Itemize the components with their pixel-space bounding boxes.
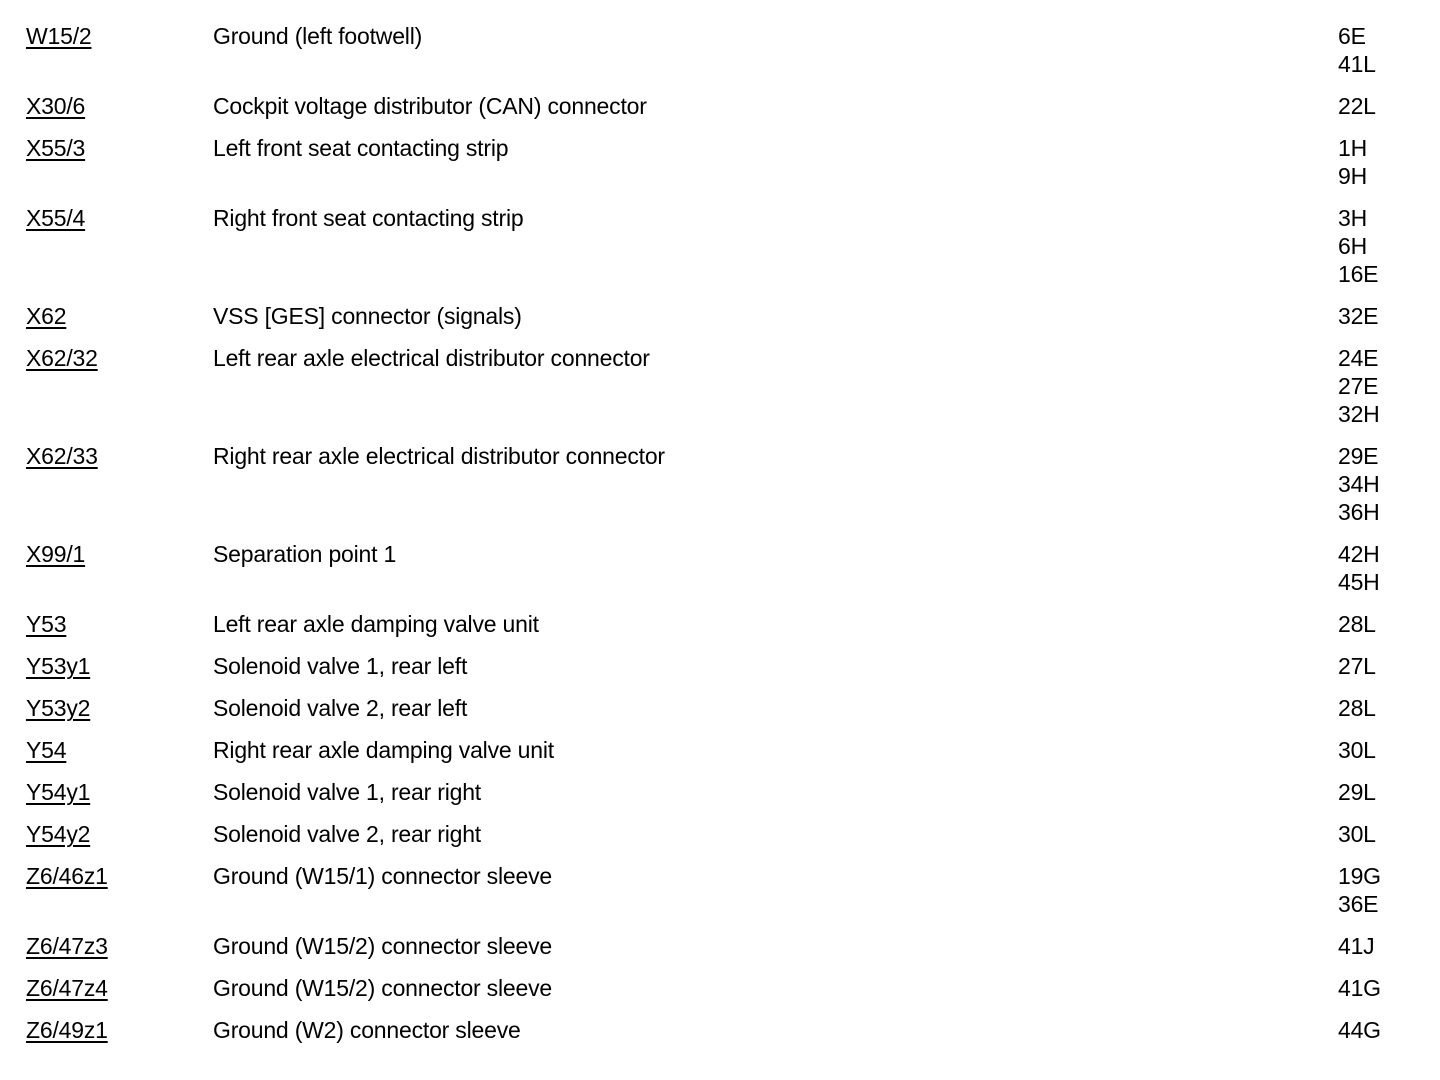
grid-reference-list: [1338, 694, 1416, 722]
grid-reference-list: [1338, 1016, 1416, 1044]
component-description: Cockpit voltage distributor (CAN) connector: [213, 93, 647, 119]
grid-reference-list: [1338, 134, 1416, 190]
legend-row: [26, 778, 1416, 806]
grid-reference: 36E: [1338, 891, 1379, 917]
component-code-link[interactable]: Y53: [26, 611, 67, 637]
grid-reference: 41G: [1338, 975, 1381, 1001]
legend-row: [26, 204, 1416, 288]
component-description: Solenoid valve 1, rear left: [213, 653, 468, 679]
grid-reference-list: [1338, 862, 1416, 918]
component-code-link[interactable]: Z6/47z3: [26, 933, 108, 959]
component-code-link[interactable]: X62/32: [26, 345, 98, 371]
legend-row: [26, 1016, 1416, 1044]
legend-row: [26, 134, 1416, 190]
grid-reference-list: [1338, 610, 1416, 638]
component-legend-table: [26, 22, 1416, 1058]
component-description: Right rear axle damping valve unit: [213, 737, 554, 763]
legend-row: [26, 694, 1416, 722]
legend-row: [26, 302, 1416, 330]
legend-row: [26, 540, 1416, 596]
grid-reference: 16E: [1338, 261, 1379, 287]
grid-reference: 30L: [1338, 737, 1376, 763]
grid-reference-list: [1338, 932, 1416, 960]
component-description: Ground (W2) connector sleeve: [213, 1017, 521, 1043]
grid-reference: 36H: [1338, 499, 1380, 525]
grid-reference: 22L: [1338, 93, 1376, 119]
grid-reference: 42H: [1338, 541, 1380, 567]
legend-row: [26, 652, 1416, 680]
grid-reference-list: [1338, 736, 1416, 764]
grid-reference-list: [1338, 92, 1416, 120]
component-code-link[interactable]: X55/4: [26, 205, 86, 231]
component-code-link[interactable]: X30/6: [26, 93, 86, 119]
component-description: Ground (left footwell): [213, 23, 423, 49]
grid-reference-list: [1338, 302, 1416, 330]
grid-reference: 34H: [1338, 471, 1380, 497]
grid-reference-list: [1338, 540, 1416, 596]
grid-reference: 29L: [1338, 779, 1376, 805]
grid-reference: 24E: [1338, 345, 1379, 371]
component-description: Right front seat contacting strip: [213, 205, 524, 231]
component-description: Left rear axle damping valve unit: [213, 611, 539, 637]
grid-reference-list: [1338, 204, 1416, 288]
component-code-link[interactable]: Y53y1: [26, 653, 91, 679]
grid-reference-list: [1338, 652, 1416, 680]
grid-reference-list: [1338, 22, 1416, 78]
component-description: Left front seat contacting strip: [213, 135, 509, 161]
component-description: Ground (W15/1) connector sleeve: [213, 863, 552, 889]
grid-reference-list: [1338, 442, 1416, 526]
grid-reference: 44G: [1338, 1017, 1381, 1043]
grid-reference: 41L: [1338, 51, 1376, 77]
legend-row: [26, 974, 1416, 1002]
component-code-link[interactable]: X62/33: [26, 443, 98, 469]
component-description: VSS [GES] connector (signals): [213, 303, 522, 329]
component-description: Ground (W15/2) connector sleeve: [213, 975, 552, 1001]
legend-row: [26, 92, 1416, 120]
grid-reference-list: [1338, 778, 1416, 806]
grid-reference: 9H: [1338, 163, 1368, 189]
grid-reference: 32H: [1338, 401, 1380, 427]
component-description: Solenoid valve 2, rear left: [213, 695, 468, 721]
legend-row: [26, 22, 1416, 78]
component-description: Left rear axle electrical distributor connector: [213, 345, 650, 371]
legend-row: [26, 932, 1416, 960]
component-code-link[interactable]: Y53y2: [26, 695, 91, 721]
component-code-link[interactable]: X62: [26, 303, 67, 329]
grid-reference: 6H: [1338, 233, 1368, 259]
grid-reference: 27E: [1338, 373, 1379, 399]
grid-reference: 32E: [1338, 303, 1379, 329]
grid-reference: 45H: [1338, 569, 1380, 595]
grid-reference: 30L: [1338, 821, 1376, 847]
component-description: Solenoid valve 1, rear right: [213, 779, 481, 805]
legend-row: [26, 736, 1416, 764]
component-description: Separation point 1: [213, 541, 397, 567]
grid-reference: 6E: [1338, 23, 1366, 49]
component-code-link[interactable]: X55/3: [26, 135, 86, 161]
component-code-link[interactable]: Y54y1: [26, 779, 91, 805]
grid-reference-list: [1338, 820, 1416, 848]
grid-reference: 28L: [1338, 611, 1376, 637]
component-description: Right rear axle electrical distributor connector: [213, 443, 665, 469]
component-code-link[interactable]: Y54: [26, 737, 67, 763]
legend-row: [26, 862, 1416, 918]
legend-row: [26, 344, 1416, 428]
component-code-link[interactable]: Z6/47z4: [26, 975, 108, 1001]
grid-reference-list: [1338, 344, 1416, 428]
grid-reference: 3H: [1338, 205, 1368, 231]
grid-reference: 19G: [1338, 863, 1381, 889]
legend-row: [26, 610, 1416, 638]
component-code-link[interactable]: Z6/46z1: [26, 863, 108, 889]
legend-row: [26, 820, 1416, 848]
component-code-link[interactable]: Z6/49z1: [26, 1017, 108, 1043]
grid-reference: 29E: [1338, 443, 1379, 469]
component-code-link[interactable]: W15/2: [26, 23, 92, 49]
legend-row: [26, 442, 1416, 526]
grid-reference: 28L: [1338, 695, 1376, 721]
component-code-link[interactable]: Y54y2: [26, 821, 91, 847]
grid-reference: 27L: [1338, 653, 1376, 679]
component-code-link[interactable]: X99/1: [26, 541, 86, 567]
grid-reference: 1H: [1338, 135, 1368, 161]
component-description: Solenoid valve 2, rear right: [213, 821, 481, 847]
component-description: Ground (W15/2) connector sleeve: [213, 933, 552, 959]
grid-reference: 41J: [1338, 933, 1375, 959]
grid-reference-list: [1338, 974, 1416, 1002]
